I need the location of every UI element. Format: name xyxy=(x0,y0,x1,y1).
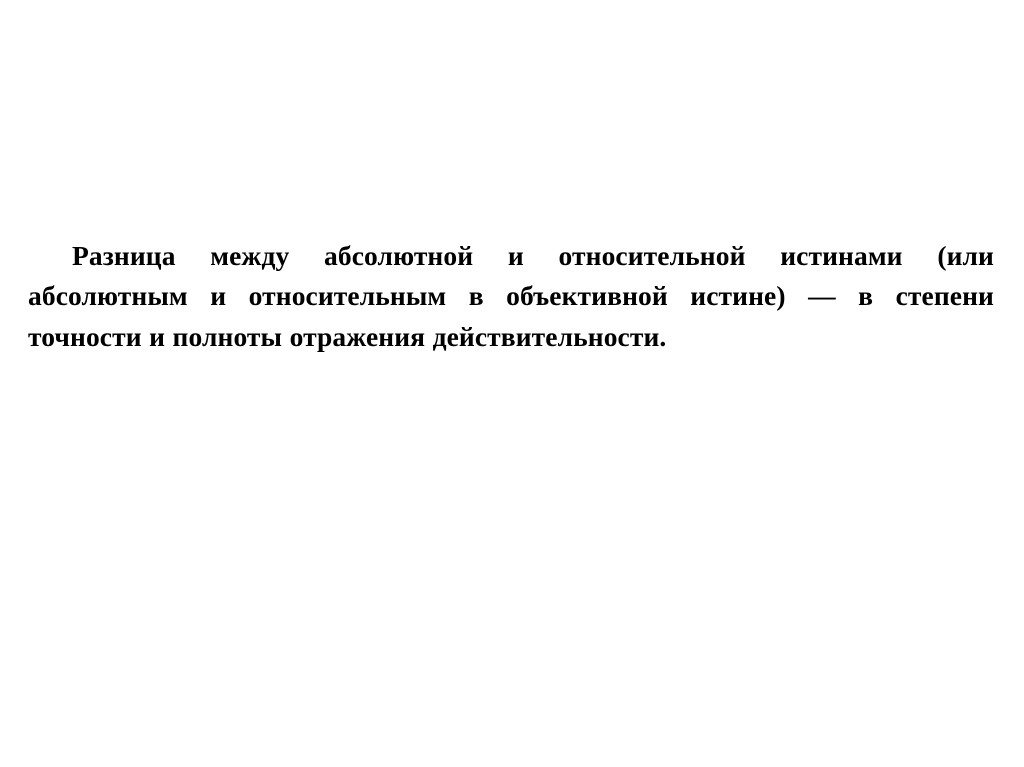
text-content-block xyxy=(28,236,994,357)
body-paragraph: Разница между абсолютной и относительной истинами (или абсолютным и относительным в объективной истине) — в степени точности и полноты отражения действительности. xyxy=(28,240,994,352)
